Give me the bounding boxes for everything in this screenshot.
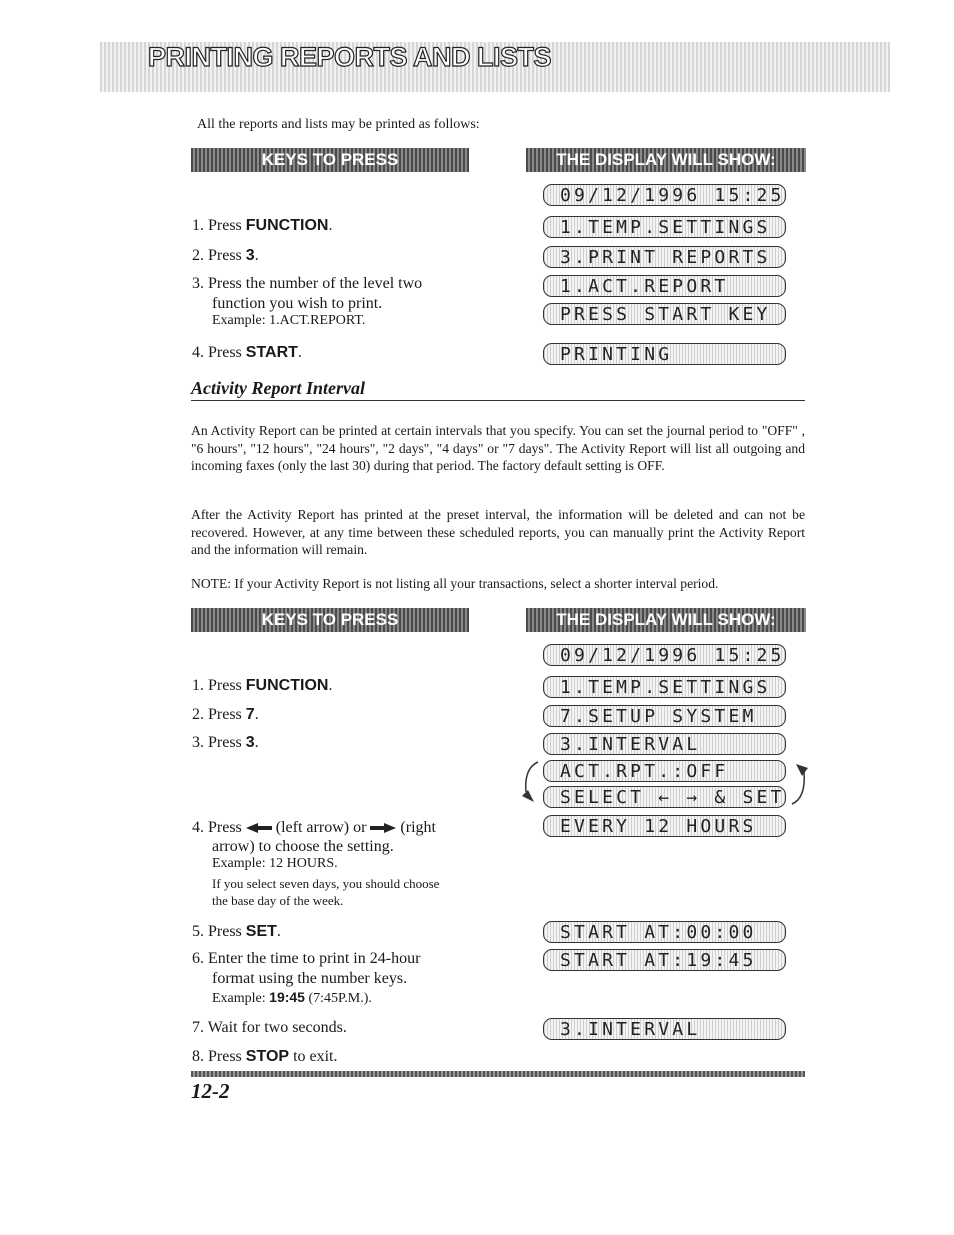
lcd-display: START AT:00:00: [543, 921, 786, 943]
step-4: 4. Press (left arrow) or (right: [192, 819, 436, 836]
step-5: 5. Press SET.: [192, 923, 281, 940]
step-4-note: If you select seven days, you should choose: [212, 876, 440, 891]
lcd-display: 09/12/1996 15:25: [543, 644, 786, 666]
lcd-display: PRESS START KEY: [543, 303, 786, 325]
step-6-example: Example: 19:45 (7:45P.M.).: [212, 989, 372, 1006]
intro-text: All the reports and lists may be printed as follows:: [197, 117, 480, 132]
lcd-display: 1.ACT.REPORT: [543, 275, 786, 297]
lcd-display: ACT.RPT.:OFF: [543, 760, 786, 782]
page-number: 12-2: [191, 1079, 230, 1103]
step-6-line2: format using the number keys.: [212, 970, 408, 987]
right-arrow-icon: [370, 823, 396, 833]
step-3-example: Example: 1.ACT.REPORT.: [212, 313, 366, 328]
step-4-line2: arrow) to choose the setting.: [212, 838, 394, 855]
page-title: PRINTING REPORTS AND LISTS: [148, 42, 552, 72]
section-title: Activity Report Interval: [191, 378, 365, 398]
step-3: 3. Press 3.: [192, 734, 259, 751]
footer-rule: [191, 1071, 805, 1077]
step-2: 2. Press 3.: [192, 247, 259, 264]
divider: [191, 400, 805, 401]
cycle-arrow-left-icon: [520, 758, 542, 808]
step-3-line2: function you wish to print.: [212, 295, 383, 312]
step-4: 4. Press START.: [192, 344, 302, 361]
step-8: 8. Press STOP to exit.: [192, 1048, 338, 1065]
lcd-display: 3.INTERVAL: [543, 733, 786, 755]
lcd-display: EVERY 12 HOURS: [543, 815, 786, 837]
lcd-display: 1.TEMP.SETTINGS: [543, 216, 786, 238]
paragraph: An Activity Report can be printed at certain intervals that you specify. You can set the journal period to "OFF" , "6 hours", "12 hours", "24 hours", "2 days", "4 days" or "7 days". The Activity Report will list all outgoing and incoming faxes (only the last 30) during that period. The factory default setting is OFF.: [191, 423, 805, 473]
step-4-example: Example: 12 HOURS.: [212, 856, 338, 871]
lcd-display: 3.INTERVAL: [543, 1018, 786, 1040]
lcd-display: PRINTING: [543, 343, 786, 365]
keys-to-press-header: KEYS TO PRESS: [191, 148, 469, 172]
cycle-arrow-right-icon: [788, 758, 810, 808]
lcd-display: 7.SETUP SYSTEM: [543, 705, 786, 727]
step-7: 7. Wait for two seconds.: [192, 1019, 347, 1036]
lcd-display: 1.TEMP.SETTINGS: [543, 676, 786, 698]
note: NOTE: If your Activity Report is not listing all your transactions, select a shorter interval period.: [191, 576, 719, 591]
step-2: 2. Press 7.: [192, 706, 259, 723]
lcd-display: 3.PRINT REPORTS: [543, 246, 786, 268]
display-will-show-header: THE DISPLAY WILL SHOW:: [526, 148, 806, 172]
lcd-display: START AT:19:45: [543, 949, 786, 971]
keys-to-press-header: KEYS TO PRESS: [191, 608, 469, 632]
display-will-show-header: THE DISPLAY WILL SHOW:: [526, 608, 806, 632]
step-6: 6. Enter the time to print in 24-hour: [192, 950, 421, 967]
lcd-display: SELECT ← → & SET: [543, 786, 786, 808]
lcd-display: 09/12/1996 15:25: [543, 184, 786, 206]
step-1: 1. Press FUNCTION.: [192, 677, 333, 694]
step-1: 1. Press FUNCTION.: [192, 217, 333, 234]
left-arrow-icon: [246, 823, 272, 833]
step-4-note: the base day of the week.: [212, 893, 344, 908]
paragraph: After the Activity Report has printed at the preset interval, the information will be deleted and can not be recovered. However, at any time between these scheduled reports, you can manually print the Activity Report and the information will remain.: [191, 507, 805, 557]
step-3: 3. Press the number of the level two: [192, 275, 423, 292]
